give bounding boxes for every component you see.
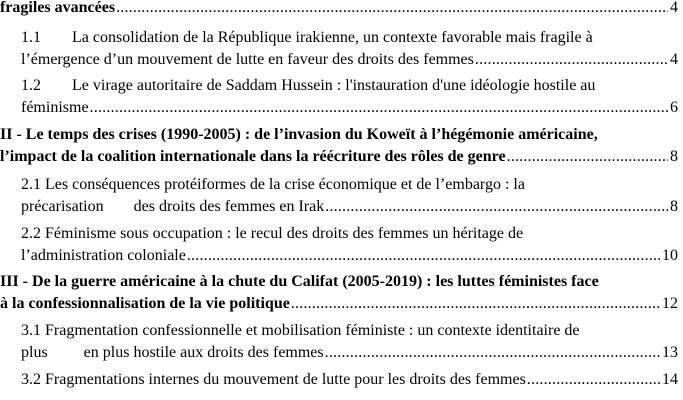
leader-dots [527,369,660,391]
leader-dots [507,146,668,168]
toc-entry[interactable] [21,369,678,391]
toc-page-number: 8 [670,148,678,165]
toc-entry-title-continued: féminisme [21,99,89,116]
leader-dots [325,342,660,364]
toc-entry[interactable] [21,174,678,218]
toc-page-number: 10 [662,247,678,264]
toc-page-number: 6 [670,99,678,116]
toc-page-number: 12 [662,295,678,312]
toc-entry-title: II - Le temps des crises (1990-2005) : de l’invasion du Koweït à l’hégémonie américaine, [0,126,598,143]
toc-section-number: 1.1 [21,29,41,46]
toc-page-number: 8 [670,198,678,215]
toc-entry-title-continued: l’émergence d’un mouvement de lutte en faveur des droits des femmes [21,51,474,68]
toc-entry-title: 3.2 Fragmentations internes du mouvement de lutte pour les droits des femmes [21,371,526,388]
toc-entry-title: La consolidation de la République irakienne, un contexte favorable mais fragile à [72,29,593,46]
toc-entry-title: 2.2 Féminisme sous occupation : le recul des droits des femmes un héritage de [21,225,524,242]
toc-entry-title-continued: à la confessionnalisation de la vie politique [0,295,290,312]
toc-entry[interactable] [21,320,678,364]
toc-entry[interactable] [0,271,678,315]
toc-entry-title: fragiles avancées [0,0,116,16]
toc-entry-title-continued: des droits des femmes en Irak [133,198,325,215]
toc-entry-title-continued: précarisation [21,198,104,215]
toc-page-number: 13 [662,344,678,361]
leader-dots [291,293,660,315]
toc-entry-title-continued: l’impact de la coalition internationale dans la réécriture des rôles de genre [0,148,506,165]
leader-dots [475,49,668,71]
leader-dots [90,97,668,119]
toc-entry[interactable] [0,124,678,168]
toc-entry-title: Le virage autoritaire de Saddam Hussein : l'instauration d'une idéologie hostile au [72,77,596,94]
toc-entry[interactable] [0,0,678,19]
toc-entry-title-continued: l’administration coloniale [21,247,186,264]
toc-section-number: 1.2 [21,77,41,94]
toc-page-number: 14 [662,371,678,388]
toc-entry[interactable] [21,223,678,267]
leader-dots [187,245,660,267]
toc-entry-title: 2.1 Les conséquences protéiformes de la crise économique et de l’embargo : la [21,176,525,193]
toc-entry-title: III - De la guerre américaine à la chute du Califat (2005-2019) : les luttes féministes face [0,273,599,290]
toc-entry[interactable] [21,27,678,71]
toc-page-number: 4 [670,0,678,16]
toc-entry-title-continued: en plus hostile aux droits des femmes [83,344,324,361]
toc-entry-title: 3.1 Fragmentation confessionnelle et mobilisation féministe : un contexte identitaire de [21,322,580,339]
toc-entry[interactable] [21,75,678,119]
toc-entry-title-continued: plus [21,344,48,361]
leader-dots [116,0,668,19]
toc-page-number: 4 [670,51,678,68]
leader-dots [325,196,668,218]
